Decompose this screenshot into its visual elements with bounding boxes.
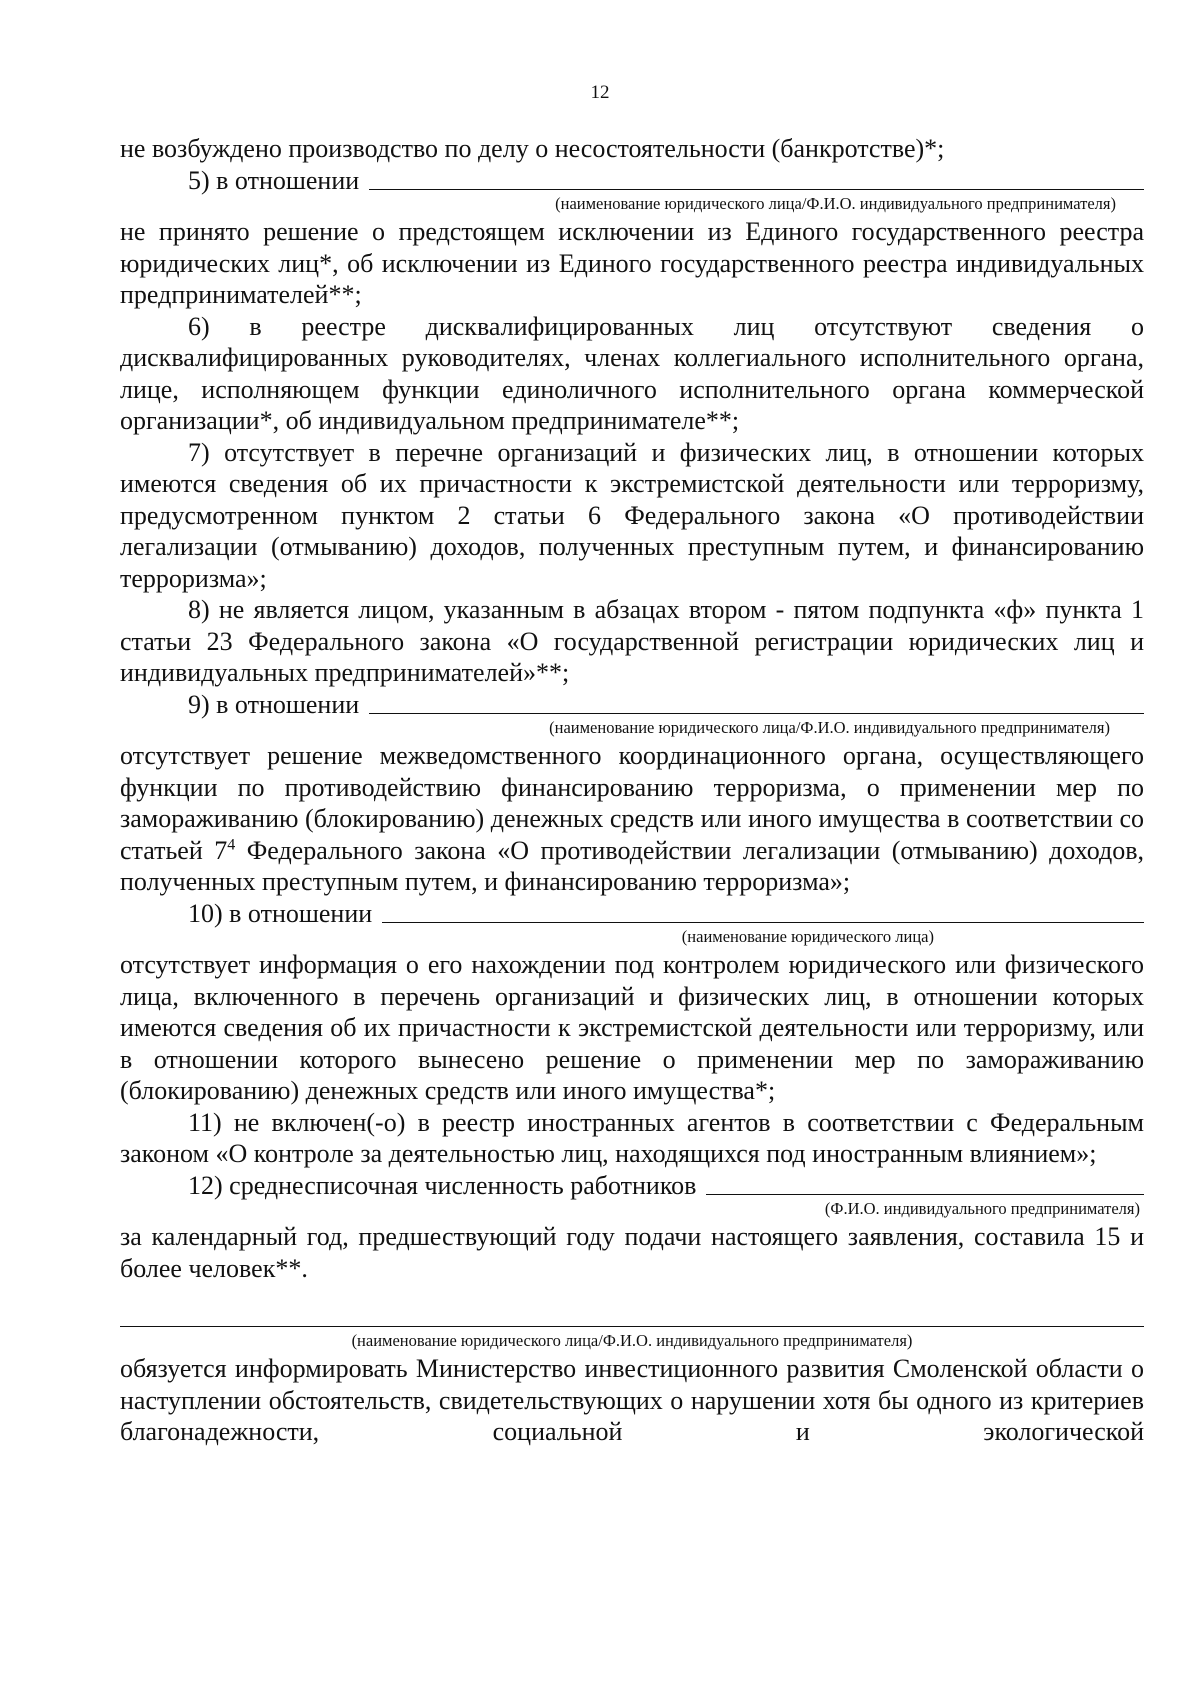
item-9-body xyxy=(120,740,1144,898)
item-10-caption-row xyxy=(120,927,1144,949)
item-9-body-part-a: отсутствует решение межведомственного координационного органа, осуществляющего функции по противодействию финансированию терроризма, о применении мер по замораживанию (блокированию) денежных средств или иного имущества в соответствии со статьей 7 xyxy=(120,741,1144,865)
item-5-caption-row xyxy=(120,194,1144,216)
item-9-blank-field[interactable] xyxy=(369,713,1144,714)
item-9-caption: (наименование юридического лица/Ф.И.О. индивидуального предпринимателя) xyxy=(549,718,1110,737)
item-12-blank-field[interactable] xyxy=(706,1194,1144,1195)
item-10-caption: (наименование юридического лица) xyxy=(681,927,934,946)
item-10-lead: 10) в отношении xyxy=(188,898,373,928)
final-body: обязуется информировать Министерство инвестиционного развития Смоленской области о наступлении обстоятельств, свидетельствующих о нарушении хотя бы одного из критериев благонадежности, социальной и экологической xyxy=(120,1354,1144,1446)
item-9-lead: 9) в отношении xyxy=(188,689,360,719)
final-caption-row xyxy=(120,1331,1144,1353)
item-7-paragraph: 7) отсутствует в перечне организаций и физических лиц, в отношении которых имеются сведения об их причастности к экстремистской деятельности или терроризму, предусмотренном пунктом 2 статьи 6 Федерального закона «О противодействии легализации (отмыванию) доходов, полученных преступным путем, и финансированию терроризма»; xyxy=(120,437,1144,593)
item-10-lead-line xyxy=(120,898,1144,930)
item-9-superscript: 4 xyxy=(227,835,236,853)
item-9-body-part-b: Федерального закона «О противодействии легализации (отмыванию) доходов, полученных преступным путем, и финансированию терроризма»; xyxy=(120,835,1144,896)
final-blank-field[interactable] xyxy=(120,1306,1144,1327)
item-11-paragraph: 11) не включен(-о) в реестр иностранных агентов в соответствии с Федеральным законом «О контроле за деятельностью лиц, находящихся под иностранным влиянием»; xyxy=(120,1107,1144,1168)
item-5-caption: (наименование юридического лица/Ф.И.О. индивидуального предпринимателя) xyxy=(555,194,1116,213)
item-5-body: не принято решение о предстоящем исключении из Единого государственного реестра юридических лиц*, об исключении из Единого государственного реестра индивидуальных предпринимателей**; xyxy=(120,217,1144,309)
paragraph-bankruptcy: не возбуждено производство по делу о несостоятельности (банкротстве)*; xyxy=(120,134,945,163)
item-12-lead: 12) среднесписочная численность работников xyxy=(188,1170,697,1200)
document-body xyxy=(120,133,1144,1448)
item-12-lead-line xyxy=(120,1170,1144,1202)
page-number: 12 xyxy=(590,82,610,103)
item-10-body: отсутствует информация о его нахождении под контролем юридического или физического лица, включенного в перечень организаций и физических лиц, в отношении которых имеются сведения об их причастности к экстремистской деятельности или терроризму, или в отношении которого вынесено решение о применении мер по замораживанию (блокированию) денежных средств или иного имущества*; xyxy=(120,950,1144,1105)
item-10-blank-field[interactable] xyxy=(382,922,1144,923)
item-5-blank-field[interactable] xyxy=(369,189,1144,190)
item-12-caption-row xyxy=(120,1199,1144,1221)
item-12-caption: (Ф.И.О. индивидуального предпринимателя) xyxy=(824,1199,1140,1218)
item-12-body: за календарный год, предшествующий году подачи настоящего заявления, составила 15 и более человек**. xyxy=(120,1222,1144,1283)
item-9-caption-row xyxy=(120,718,1144,740)
item-9-lead-line xyxy=(120,689,1144,721)
item-5-lead: 5) в отношении xyxy=(188,165,360,195)
item-6-paragraph: 6) в реестре дисквалифицированных лиц отсутствуют сведения о дисквалифицированных руководителях, членах коллегиального исполнительного органа, лице, исполняющем функции единоличного исполнительного органа коммерческой организации*, об индивидуальном предпринимателе**; xyxy=(120,311,1144,435)
spacer xyxy=(120,1284,1144,1306)
final-caption: (наименование юридического лица/Ф.И.О. индивидуального предпринимателя) xyxy=(351,1331,913,1350)
item-5-lead-line xyxy=(120,165,1144,197)
item-8-paragraph: 8) не является лицом, указанным в абзацах втором - пятом подпункта «ф» пункта 1 статьи 23 Федерального закона «О государственной регистрации юридических лиц и индивидуальных предпринимателей»**; xyxy=(120,595,1144,687)
